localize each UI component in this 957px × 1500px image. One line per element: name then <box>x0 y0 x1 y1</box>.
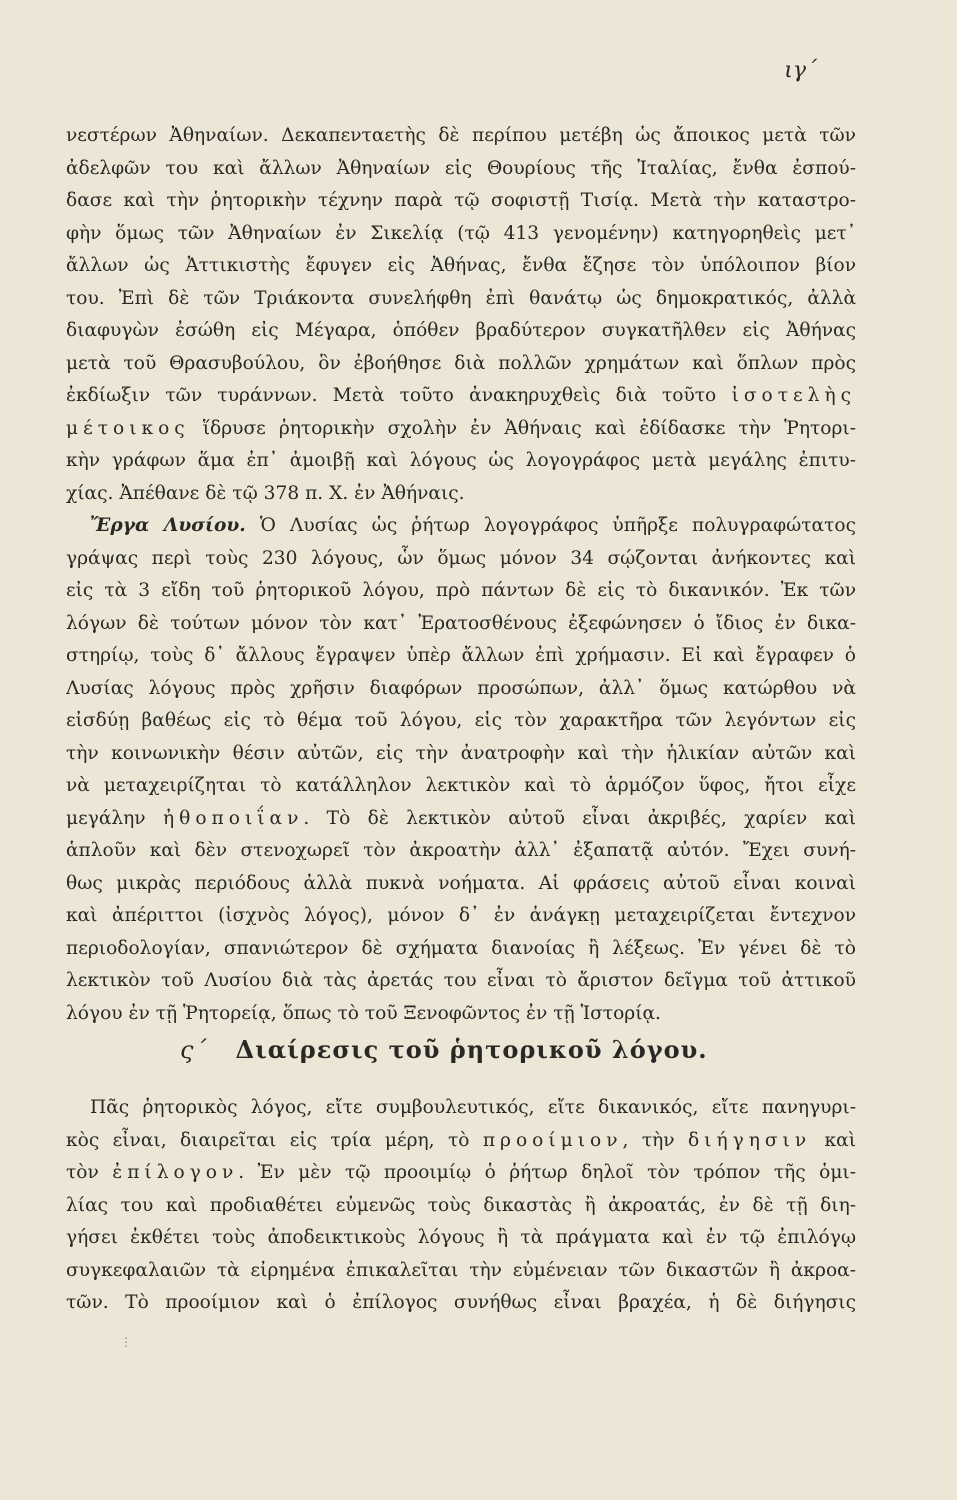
text-line: φὴν ὅμως τῶν Ἀθηναίων ἐν Σικελίᾳ (τῷ 413 γενομένην) κατηγορηθεὶς μετ᾽ <box>66 222 856 244</box>
spaced-word: διήγησιν <box>687 1129 812 1151</box>
text-segment: μεγάλην <box>66 807 146 829</box>
text-line: λίας του καὶ προδιαθέτει εὐμενῶς τοὺς δικαστὰς ἢ ἀκροατάς, ἐν δὲ τῇ διη- <box>66 1194 856 1216</box>
text-line: συγκεφαλαιῶν τὰ εἰρημένα ἐπικαλεῖται τὴν εὐμένειαν τῶν δικαστῶν ἢ ἀκροα- <box>66 1259 856 1281</box>
text-line <box>66 803 856 836</box>
text-line: νὰ μεταχειρίζηται τὸ κατάλληλον λεκτικὸν καὶ τὸ ἁρμόζον ὕφος, ἤτοι εἶχε <box>66 775 856 796</box>
text-line: χίας. Ἀπέθανε δὲ τῷ 378 π. Χ. ἐν Ἀθήναις. <box>66 482 465 504</box>
text-segment: κὸς εἶναι, διαιρεῖται εἰς τρία μέρη, τὸ <box>66 1129 470 1151</box>
page-number: ιγ΄ <box>784 58 817 83</box>
section-number: ς΄ <box>180 1036 208 1064</box>
text-line: δασε καὶ τὴν ῥητορικὴν τέχνην παρὰ τῷ σοφιστῇ Τισίᾳ. Μετὰ τὴν καταστρο- <box>66 190 856 211</box>
text-segment: . Ἐν μὲν τῷ προοιμίῳ ὁ ῥήτωρ δηλοῖ τὸν τρόπον τῆς ὁμι- <box>238 1162 856 1183</box>
text-line: καὶ ἀπέριττοι (ἰσχνὸς λόγος), μόνον δ᾽ ἐν ἀνάγκῃ μεταχειρίζεται ἔντεχνον <box>66 905 856 926</box>
text-line: τὴν κοινωνικὴν θέσιν αὐτῶν, εἰς τὴν ἀνατροφὴν καὶ τὴν ἡλικίαν αὐτῶν καὶ <box>66 742 856 764</box>
spaced-word: ἠθοποιΐαν <box>163 807 304 829</box>
text-line: Πᾶς ῥητορικὸς λόγος, εἴτε συμβουλευτικός, εἴτε δικανικός, εἴτε πανηγυρι- <box>90 1097 856 1118</box>
main-text <box>66 120 856 1030</box>
spaced-word: προοίμιον <box>482 1129 623 1151</box>
text-segment: , τὴν <box>622 1129 675 1151</box>
text-line: κὴν γράφων ἅμα ἐπ᾽ ἀμοιβῇ καὶ λόγους ὡς λογογράφος μετὰ μεγάλης ἐπιτυ- <box>66 450 856 471</box>
text-segment: Ὁ Λυσίας ὡς ῥήτωρ λογογράφος ὑπῆρξε πολυγραφώτατος <box>259 515 856 536</box>
section-title-text: Διαίρεσις τοῦ ῥητορικοῦ λόγου. <box>235 1035 708 1064</box>
text-line: εἰς τὰ 3 εἴδη τοῦ ῥητορικοῦ λόγου, πρὸ πάντων δὲ εἰς τὸ δικανικόν. Ἐκ τῶν <box>66 580 856 601</box>
text-line <box>66 380 856 413</box>
text-line: στηρίῳ, τοὺς δ᾽ ἄλλους ἔγραψεν ὑπὲρ ἄλλων ἐπὶ χρήμασιν. Εἰ καὶ ἔγραφεν ὁ <box>66 645 856 666</box>
text-line: ἀδελφῶν του καὶ ἄλλων Ἀθηναίων εἰς Θουρίους τῆς Ἰταλίας, ἔνθα ἐσπού- <box>66 157 856 179</box>
text-line <box>66 510 856 543</box>
text-line: λόγου ἐν τῇ Ῥητορείᾳ, ὅπως τὸ τοῦ Ξενοφῶντος ἐν τῇ Ἱστορίᾳ. <box>66 1002 661 1024</box>
text-segment: ἵδρυσε ῥητορικὴν σχολὴν ἐν Ἀθήναις καὶ ἐδίδασκε τὴν Ῥητορι- <box>202 417 856 439</box>
text-line: περιοδολογίαν, σπανιώτερον δὲ σχήματα διανοίας ἢ λέξεως. Ἐν γένει δὲ τὸ <box>66 937 856 959</box>
text-line: μετὰ τοῦ Θρασυβούλου, ὃν ἐβοήθησε διὰ πολλῶν χρημάτων καὶ ὅπλων πρὸς <box>66 352 856 374</box>
text-line <box>66 1125 856 1158</box>
spaced-word: ἰσοτελὴς <box>731 385 856 406</box>
text-line <box>66 413 856 446</box>
text-line: διαφυγὼν ἐσώθη εἰς Μέγαρα, ὁπόθεν βραδύτερον συγκατῆλθεν εἰς Ἀθήνας <box>66 320 856 341</box>
text-line: νεστέρων Ἀθηναίων. Δεκαπενταετὴς δὲ περίπου μετέβη ὡς ἄποικος μετὰ τῶν <box>66 125 856 146</box>
text-line: λόγων δὲ τούτων μόνον τὸν κατ᾽ Ἐρατοσθένους ἐξεφώνησεν ὁ ἴδιος ἐν δικα- <box>66 612 856 634</box>
section-text <box>66 1092 856 1320</box>
ink-mark: ⋮ <box>120 1335 132 1349</box>
text-line: θως μικρὰς περιόδους ἀλλὰ πυκνὰ νοήματα. Αἱ φράσεις αὐτοῦ εἶναι κοιναὶ <box>66 872 856 894</box>
text-line: γράψας περὶ τοὺς 230 λόγους, ὧν ὅμως μόνον 34 σῴζονται ἀνήκοντες καὶ <box>66 547 856 569</box>
text-line: ἄλλων ὡς Ἀττικιστὴς ἔφυγεν εἰς Ἀθήνας, ἔνθα ἔζησε τὸν ὑπόλοιπον βίον <box>66 255 856 276</box>
text-segment: τὸν <box>66 1162 99 1183</box>
works-heading: Ἔργα Λυσίου. <box>90 515 246 536</box>
text-segment: καὶ <box>824 1129 856 1151</box>
spaced-word: μέτοικος <box>66 417 190 439</box>
spaced-word: ἐπίλογον <box>112 1162 239 1183</box>
text-line: εἰσδύῃ βαθέως εἰς τὸ θέμα τοῦ λόγου, εἰς τὸν χαρακτῆρα τῶν λεγόντων εἰς <box>66 710 856 731</box>
section-title <box>180 1035 780 1064</box>
text-line: λεκτικὸν τοῦ Λυσίου διὰ τὰς ἀρετάς του εἶναι τὸ ἄριστον δεῖγμα τοῦ ἀττικοῦ <box>66 970 856 991</box>
text-line <box>66 1157 856 1190</box>
text-line: του. Ἐπὶ δὲ τῶν Τριάκοντα συνελήφθη ἐπὶ θανάτῳ ὡς δημοκρατικός, ἀλλὰ <box>66 287 856 309</box>
text-line: Λυσίας λόγους πρὸς χρῆσιν διαφόρων προσώπων, ἀλλ᾽ ὅμως κατώρθου νὰ <box>66 677 856 699</box>
text-segment: . Τὸ δὲ λεκτικὸν αὐτοῦ εἶναι ἀκριβές, χαρίεν καὶ <box>303 807 856 829</box>
text-segment: ἐκδίωξιν τῶν τυράννων. Μετὰ τοῦτο ἀνακηρυχθεὶς διὰ τοῦτο <box>66 385 717 406</box>
text-line: τῶν. Τὸ προοίμιον καὶ ὁ ἐπίλογος συνήθως εἶναι βραχέα, ἡ δὲ διήγησις <box>66 1292 856 1313</box>
text-line: γήσει ἐκθέτει τοὺς ἀποδεικτικοὺς λόγους ἢ τὰ πράγματα καὶ ἐν τῷ ἐπιλόγῳ <box>66 1227 856 1248</box>
text-line: ἁπλοῦν καὶ δὲν στενοχωρεῖ τὸν ἀκροατὴν ἀλλ᾽ ἐξαπατᾷ αὐτόν. Ἔχει συνή- <box>66 840 856 861</box>
